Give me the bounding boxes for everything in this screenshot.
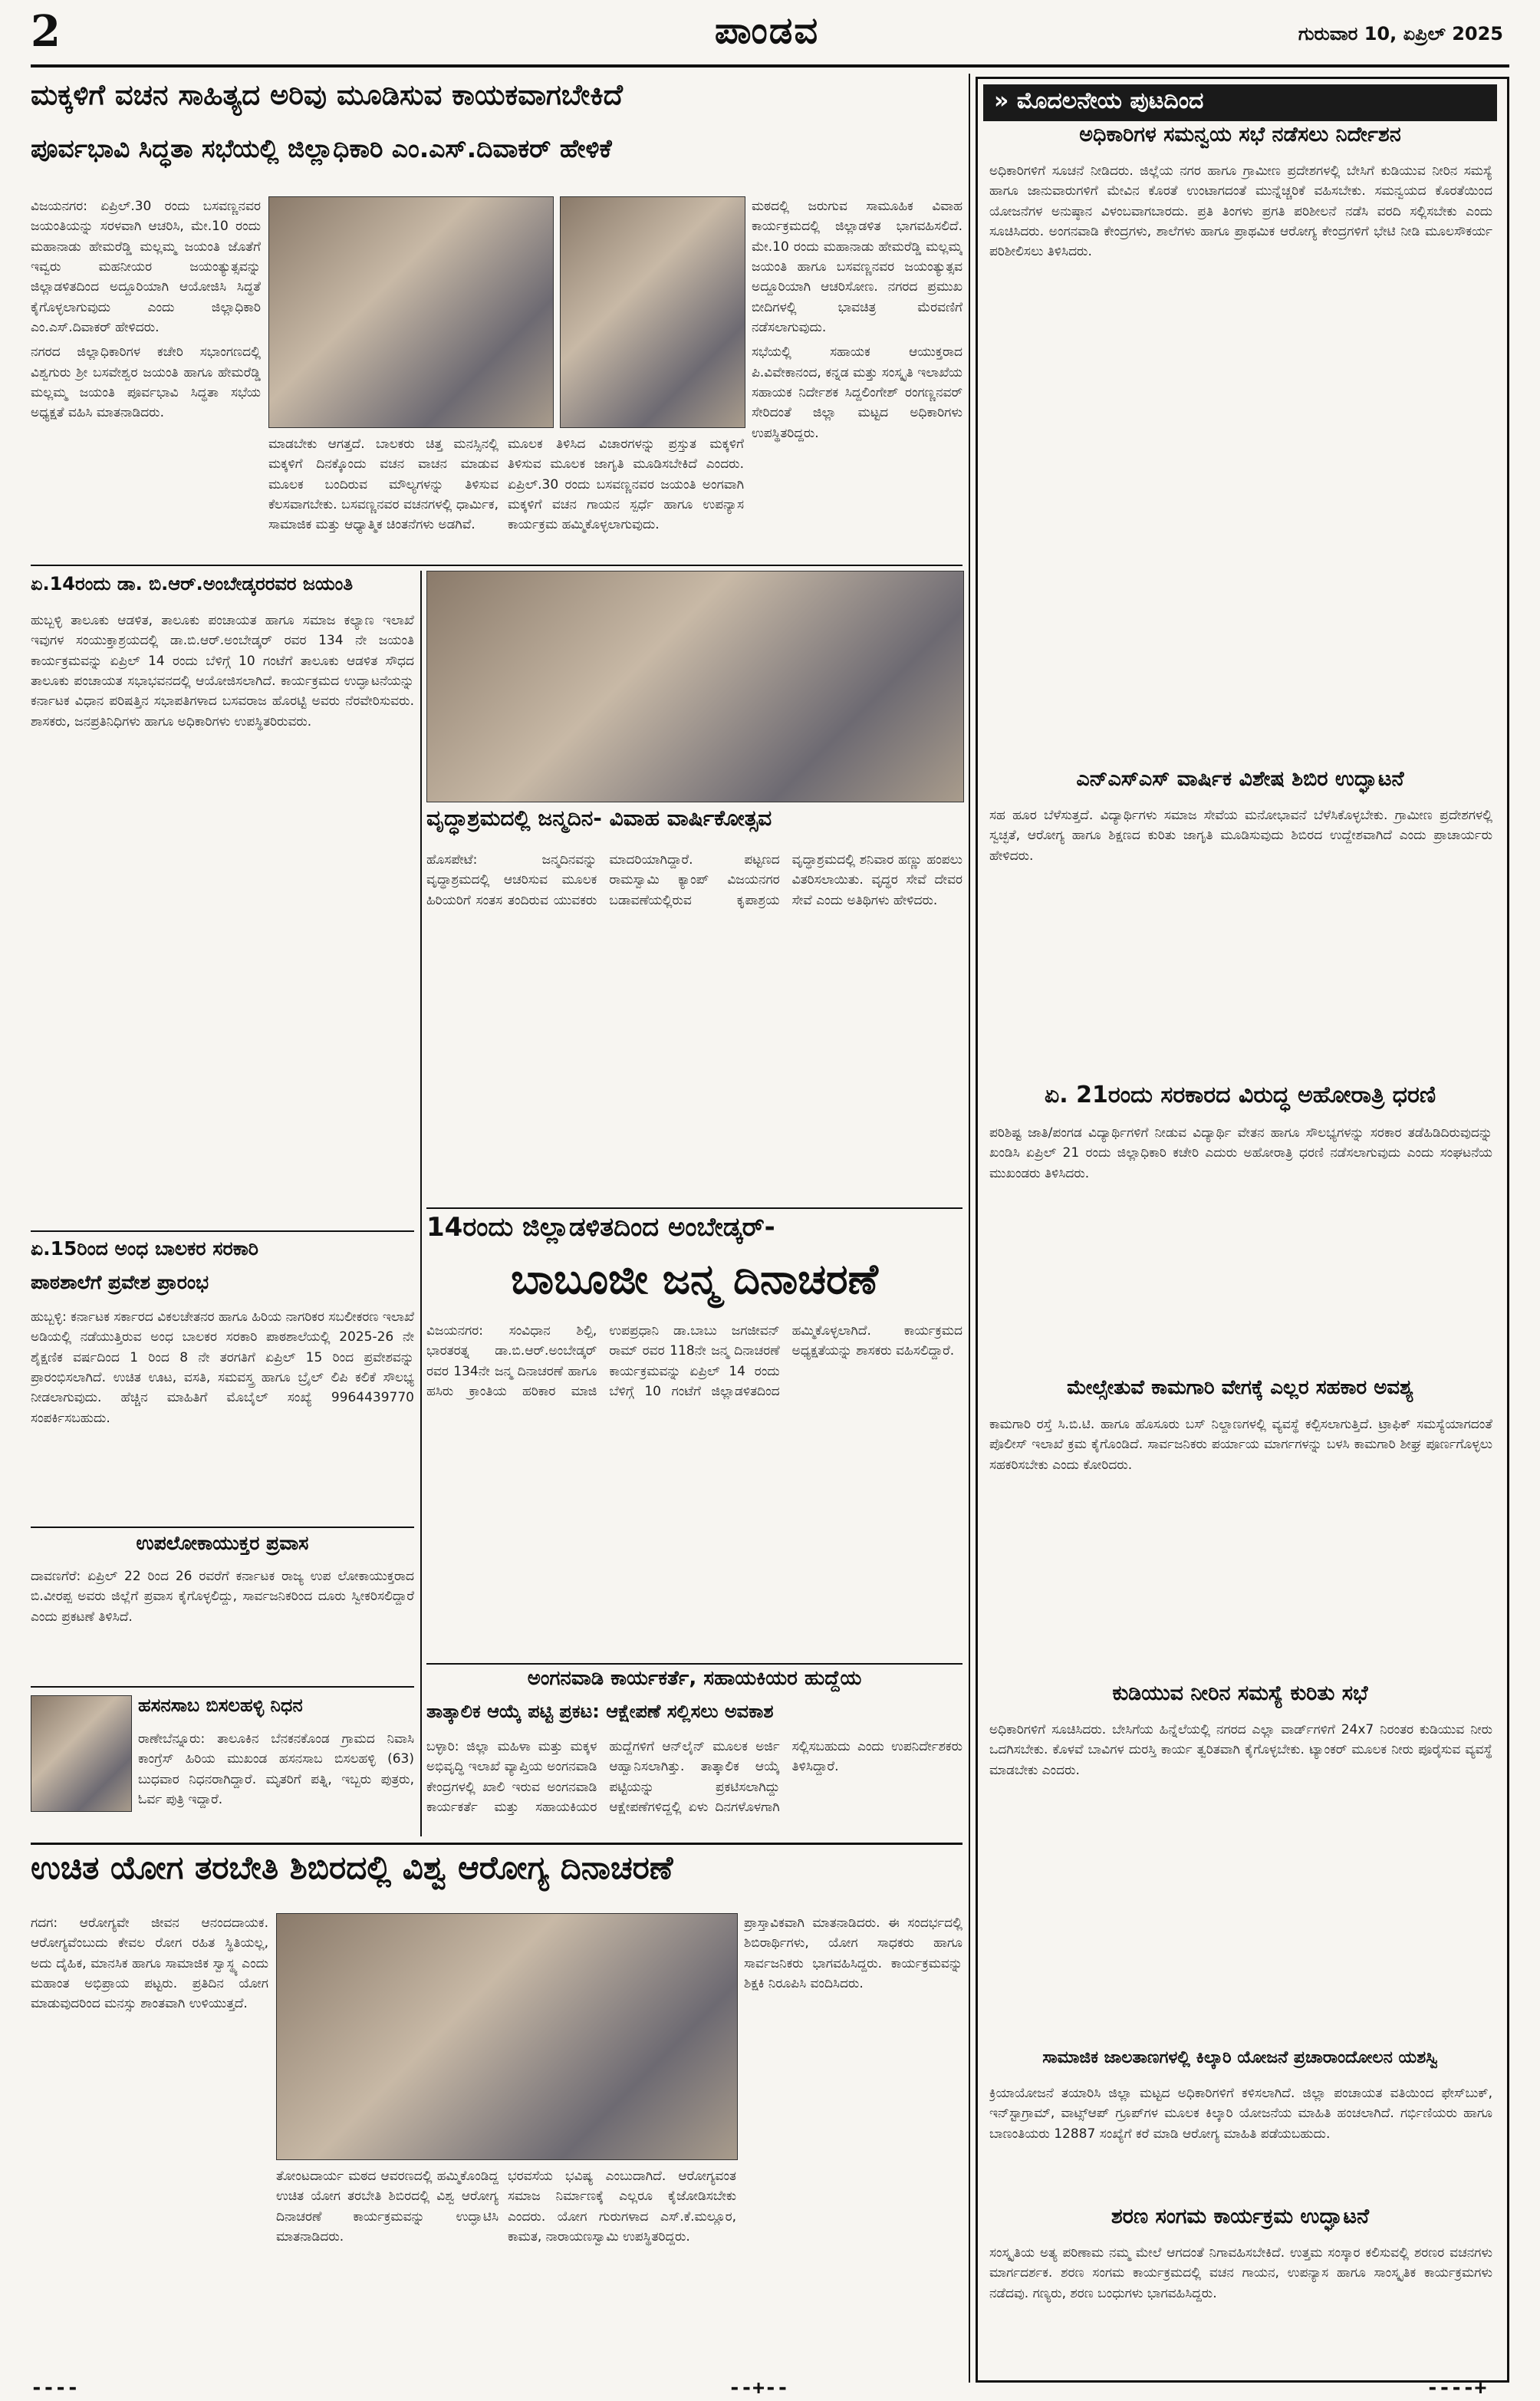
center-rule-2 bbox=[426, 1663, 962, 1665]
lead-col1: ವಿಜಯನಗರ: ಏಪ್ರಿಲ್.30 ರಂದು ಬಸವಣ್ಣನವರ ಜಯಂತಿಯನ್ನು ಸರಳವಾಗಿ ಆಚರಿಸಿ, ಮೇ.10 ರಂದು ಮಹಾನಾಡು ಹೇಮರೆಡ್ಡಿ ಮಲ್ಲಮ್ಮ ಜಯಂತಿ ಜೊತೆಗೆ ಇವ್ವರು ಮಹನೀಯರ ಜಯಂತ್ಯುತ್ಸವನ್ನು ಜಿಲ್ಲಾಡಳಿತದಿಂದ ಅದ್ದೂರಿಯಾಗಿ ಆಯೋಜಿಸಿ ಸಿದ್ಧತೆ ಕೈಗೊಳ್ಳಲಾಗುವುದು ಎಂದು ಜಿಲ್ಲಾಧಿಕಾರಿ ಎಂ.ಎಸ್.ದಿವಾಕರ್ ಹೇಳಿದರು. ನಗರದ ಜಿಲ್ಲಾಧಿಕಾರಿಗಳ ಕಚೇರಿ ಸಭಾಂಗಣದಲ್ಲಿ ವಿಶ್ವಗುರು ಶ್ರೀ ಬಸವೇಶ್ವರ ಜಯಂತಿ ಹಾಗೂ ಹೇಮರೆಡ್ಡಿ ಮಲ್ಲಮ್ಮ ಜಯಂತಿ ಪೂರ್ವಭಾವಿ ಸಿದ್ಧತಾ ಸಭೆಯ ಅಧ್ಯಕ್ಷತೆ ವಹಿಸಿ ಮಾತನಾಡಿದರು. bbox=[31, 199, 261, 421]
ambedkar-jayanti-body: ಹುಬ್ಬಳ್ಳಿ ತಾಲೂಕು ಆಡಳಿತ, ತಾಲೂಕು ಪಂಚಾಯತ ಹಾಗೂ ಸಮಾಜ ಕಲ್ಯಾಣ ಇಲಾಖೆ ಇವುಗಳ ಸಂಯುಕ್ತಾಶ್ರಯದಲ್ಲಿ ಡಾ.ಬಿ.ಆರ್.ಅಂಬೇಡ್ಕರ್ ರವರ 134 ನೇ ಜಯಂತಿ ಕಾರ್ಯಕ್ರಮವನ್ನು ಏಪ್ರಿಲ್ 14 ರಂದು ಬೆಳಿಗ್ಗೆ 10 ಗಂಟೆಗೆ ತಾಲೂಕು ಆಡಳಿತ ಸೌಧದ ತಾಲೂಕು ಪಂಚಾಯತ ಸಭಾಭವನದಲ್ಲಿ ಆಯೋಜಿಸಲಾಗಿದೆ. ಕಾರ್ಯಕ್ರಮದ ಉದ್ಘಾಟನೆಯನ್ನು ಕರ್ನಾಟಕ ವಿಧಾನ ಪರಿಷತ್ತಿನ ಸಭಾಪತಿಗಳಾದ ಬಸವರಾಜ ಹೊರಟ್ಟಿ ಅವರು ನೆರವೇರಿಸುವರು. ಶಾಸಕರು, ಜನಪ್ರತಿನಿಧಿಗಳು ಹಾಗೂ ಅಧಿಕಾರಿಗಳು ಉಪಸ್ಥಿತರಿರುವರು. bbox=[31, 613, 414, 730]
center-rule-1 bbox=[426, 1207, 962, 1209]
obituary-body: ರಾಣೇಬೆನ್ನೂರು: ತಾಲೂಕಿನ ಬೆನಕನಕೊಂಡ ಗ್ರಾಮದ ನಿವಾಸಿ ಕಾಂಗ್ರೆಸ್ ಹಿರಿಯ ಮುಖಂಡ ಹಸನಸಾಬ ಬಿಸಲಹಳ್ಳಿ (63) ಬುಧವಾರ ನಿಧನರಾಗಿದ್ದಾರೆ. ಮೃತರಿಗೆ ಪತ್ನಿ, ಇಬ್ಬರು ಪುತ್ರರು, ಓರ್ವ ಪುತ್ರಿ ಇದ್ದಾರೆ. bbox=[138, 1731, 414, 1808]
anganwadi-subheadline: ತಾತ್ಕಾಲಿಕ ಆಯ್ಕೆ ಪಟ್ಟಿ ಪ್ರಕಟ: ಆಕ್ಷೇಪಣೆ ಸಲ್ಲಿಸಲು ಅವಕಾಶ bbox=[426, 1701, 774, 1722]
blind-school-body: ಹುಬ್ಬಳ್ಳಿ: ಕರ್ನಾಟಕ ಸರ್ಕಾರದ ವಿಕಲಚೇತನರ ಹಾಗೂ ಹಿರಿಯ ನಾಗರಿಕರ ಸಬಲೀಕರಣ ಇಲಾಖೆ ಅಡಿಯಲ್ಲಿ ನಡೆಯುತ್ತಿರುವ ಅಂಧ ಬಾಲಕರ ಸರಕಾರಿ ಪಾಠಶಾಲೆಯಲ್ಲಿ 2025-26 ನೇ ಶೈಕ್ಷಣಿಕ ವರ್ಷದಿಂದ 1 ರಿಂದ 8 ನೇ ತರಗತಿಗೆ ಏಪ್ರಿಲ್ 15 ರಿಂದ ಪ್ರವೇಶವನ್ನು ಪ್ರಾರಂಭಿಸಲಾಗಿದೆ. ಉಚಿತ ಊಟ, ವಸತಿ, ಸಮವಸ್ತ್ರ ಹಾಗೂ ಬ್ರೈಲ್ ಲಿಪಿ ಕಲಿಕೆ ಸೌಲಭ್ಯ ನೀಡಲಾಗುವುದು. ಹೆಚ್ಚಿನ ಮಾಹಿತಿಗೆ ಮೊಬೈಲ್ ಸಂಖ್ಯೆ 9964439770 ಸಂಪರ್ಕಿಸಬಹುದು. bbox=[31, 1309, 414, 1426]
kilkari-body: ಕ್ರಿಯಾಯೋಜನೆ ತಯಾರಿಸಿ ಜಿಲ್ಲಾ ಮಟ್ಟದ ಅಧಿಕಾರಿಗಳಿಗೆ ಕಳಿಸಲಾಗಿದೆ. ಜಿಲ್ಲಾ ಪಂಚಾಯತ ವತಿಯಿಂದ ಫೇಸ್‌ಬುಕ್, ಇನ್‌ಸ್ಟಾಗ್ರಾಮ್, ವಾಟ್ಸ್‌ಆಪ್ ಗ್ರೂಪ್‌ಗಳ ಮೂಲಕ ಕಿಲ್ಕಾರಿ ಯೋಜನೆಯ ಮಾಹಿತಿ ಹಂಚಲಾಗಿದೆ. ಗರ್ಭಿಣಿಯರು ಹಾಗೂ ಬಾಣಂತಿಯರು 12887 ಸಂಖ್ಯೆಗೆ ಕರೆ ಮಾಡಿ ಆರೋಗ್ಯ ಮಾಹಿತಿ ಪಡೆಯಬಹುದು. bbox=[989, 2086, 1492, 2142]
continued-banner: » ಮೊದಲನೇಯ ಪುಟದಿಂದ bbox=[983, 84, 1497, 121]
lokayukta-body: ದಾವಣಗೆರೆ: ಏಪ್ರಿಲ್ 22 ರಿಂದ 26 ರವರೆಗೆ ಕರ್ನಾಟಕ ರಾಜ್ಯ ಉಪ ಲೋಕಾಯುಕ್ತರಾದ ಬಿ.ವೀರಪ್ಪ ಅವರು ಜಿಲ್ಲೆಗೆ ಪ್ರವಾಸ ಕೈಗೊಳ್ಳಲಿದ್ದು, ಸಾರ್ವಜನಿಕರಿಂದ ದೂರು ಸ್ವೀಕರಿಸಲಿದ್ದಾರೆ ಎಂದು ಪ್ರಕಟಣೆ ತಿಳಿಸಿದೆ. bbox=[31, 1569, 414, 1625]
blind-school-subheadline: ಪಾಠಶಾಲೆಗೆ ಪ್ರವೇಶ ಪ್ರಾರಂಭ bbox=[31, 1272, 209, 1293]
protest-headline: ಏ. 21ರಂದು ಸರಕಾರದ ವಿರುದ್ಧ ಅಹೋರಾತ್ರಿ ಧರಣಿ bbox=[1044, 1082, 1436, 1108]
paper-name: ಪಾಂಡವ bbox=[714, 9, 820, 52]
oldage-body: ಹೊಸಪೇಟೆ: ಜನ್ಮದಿನವನ್ನು ವೃದ್ಧಾಶ್ರಮದಲ್ಲಿ ಆಚರಿಸುವ ಮೂಲಕ ಹಿರಿಯರಿಗೆ ಸಂತಸ ತಂದಿರುವ ಯುವಕರು ಮಾದರಿಯಾಗಿದ್ದಾರೆ. ಪಟ್ಟಣದ ರಾಮಸ್ವಾಮಿ ಕ್ಯಾಂಪ್ ವಿಜಯನಗರ ಬಡಾವಣೆಯಲ್ಲಿರುವ ಕೃಪಾಶ್ರಯ ವೃದ್ಧಾಶ್ರಮದಲ್ಲಿ ಶನಿವಾರ ಹಣ್ಣು ಹಂಪಲು ವಿತರಿಸಲಾಯಿತು. ವೃದ್ಧರ ಸೇವೆ ದೇವರ ಸೇವೆ ಎಂದು ಅತಿಥಿಗಳು ಹೇಳಿದರು. bbox=[426, 852, 962, 908]
ambedkar-jayanti-headline: ಏ.14ರಂದು ಡಾ. ಬಿ.ಆರ್.ಅಂಬೇಡ್ಕರರವರ ಜಯಂತಿ bbox=[31, 574, 354, 594]
yoga-col3: ಭರವಸೆಯ ಭವಿಷ್ಯ ಎಂಬುದಾಗಿದೆ. ಆರೋಗ್ಯವಂತ ಸಮಾಜ ನಿರ್ಮಾಣಕ್ಕೆ ಎಲ್ಲರೂ ಕೈಜೋಡಿಸಬೇಕು ಎಂದರು. ಯೋಗ ಗುರುಗಳಾದ ಎಸ್.ಕೆ.ಮಲ್ಲೂರ, ಕಾಮತ, ನಾರಾಯಣಸ್ವಾಮಿ ಉಪಸ್ಥಿತರಿದ್ದರು. bbox=[508, 2169, 736, 2245]
coordination-meeting-body: ಅಧಿಕಾರಿಗಳಿಗೆ ಸೂಚನೆ ನೀಡಿದರು. ಜಿಲ್ಲೆಯ ನಗರ ಹಾಗೂ ಗ್ರಾಮೀಣ ಪ್ರದೇಶಗಳಲ್ಲಿ ಬೇಸಿಗೆ ಕುಡಿಯುವ ನೀರಿನ ಸಮಸ್ಯೆ ಹಾಗೂ ಜಾನುವಾರುಗಳಿಗೆ ಮೇವಿನ ಕೊರತೆ ಉಂಟಾಗದಂತೆ ಮುನ್ನೆಚ್ಚರಿಕೆ ವಹಿಸಬೇಕು. ಸಮನ್ವಯದ ಕೊರತೆಯಿಂದ ಯೋಜನೆಗಳ ಅನುಷ್ಠಾನ ವಿಳಂಬವಾಗಬಾರದು. ಪ್ರತಿ ತಿಂಗಳು ಪ್ರಗತಿ ಪರಿಶೀಲನೆ ನಡೆಸಿ ವರದಿ ಸಲ್ಲಿಸಬೇಕು ಎಂದು ಸೂಚಿಸಿದರು. ಅಂಗನವಾಡಿ ಕೇಂದ್ರಗಳು, ಶಾಲೆಗಳು ಹಾಗೂ ಪ್ರಾಥಮಿಕ ಆರೋಗ್ಯ ಕೇಂದ್ರಗಳಿಗೆ ಭೇಟಿ ನೀಡಿ ಮೂಲಸೌಕರ್ಯ ಪರಿಶೀಲಿಸಲು ತಿಳಿಸಿದರು. bbox=[989, 163, 1492, 260]
coordination-meeting-headline: ಅಧಿಕಾರಿಗಳ ಸಮನ್ವಯ ಸಭೆ ನಡೆಸಲು ನಿರ್ದೇಶನ bbox=[1079, 123, 1401, 147]
protest-body: ಪರಿಶಿಷ್ಟ ಜಾತಿ/ಪಂಗಡ ವಿದ್ಯಾರ್ಥಿಗಳಿಗೆ ನೀಡುವ ವಿದ್ಯಾರ್ಥಿ ವೇತನ ಹಾಗೂ ಸೌಲಭ್ಯಗಳನ್ನು ಸರಕಾರ ತಡೆಹಿಡಿದಿರುವುದನ್ನು ಖಂಡಿಸಿ ಏಪ್ರಿಲ್ 21 ರಂದು ಜಿಲ್ಲಾಧಿಕಾರಿ ಕಚೇರಿ ಎದುರು ಅಹೋರಾತ್ರಿ ಧರಣಿ ನಡೆಸಲಾಗುವುದು ಎಂದು ಸಂಘಟನೆಯ ಮುಖಂಡರು ತಿಳಿಸಿದರು. bbox=[989, 1125, 1492, 1181]
blind-school-headline: ಏ.15ರಿಂದ ಅಂಧ ಬಾಲಕರ ಸರಕಾರಿ bbox=[31, 1238, 258, 1260]
yoga-col4: ಪ್ರಾಸ್ತಾವಿಕವಾಗಿ ಮಾತನಾಡಿದರು. ಈ ಸಂದರ್ಭದಲ್ಲಿ ಶಿಬಿರಾರ್ಥಿಗಳು, ಯೋಗ ಸಾಧಕರು ಹಾಗೂ ಸಾರ್ವಜನಿಕರು ಭಾಗವಹಿಸಿದ್ದರು. ಕಾರ್ಯಕ್ರಮವನ್ನು ಶಿಕ್ಷಕಿ ನಿರೂಪಿಸಿ ವಂದಿಸಿದರು. bbox=[744, 1915, 962, 1992]
anganwadi-body: ಬಳ್ಳಾರಿ: ಜಿಲ್ಲಾ ಮಹಿಳಾ ಮತ್ತು ಮಕ್ಕಳ ಅಭಿವೃದ್ಧಿ ಇಲಾಖೆ ವ್ಯಾಪ್ತಿಯ ಅಂಗನವಾಡಿ ಕೇಂದ್ರಗಳಲ್ಲಿ ಖಾಲಿ ಇರುವ ಅಂಗನವಾಡಿ ಕಾರ್ಯಕರ್ತೆ ಮತ್ತು ಸಹಾಯಕಿಯರ ಹುದ್ದೆಗಳಿಗೆ ಆನ್‌ಲೈನ್ ಮೂಲಕ ಅರ್ಜಿ ಆಹ್ವಾನಿಸಲಾಗಿತ್ತು. ತಾತ್ಕಾಲಿಕ ಆಯ್ಕೆ ಪಟ್ಟಿಯನ್ನು ಪ್ರಕಟಿಸಲಾಗಿದ್ದು ಆಕ್ಷೇಪಣೆಗಳಿದ್ದಲ್ಲಿ ಏಳು ದಿನಗಳೊಳಗಾಗಿ ಸಲ್ಲಿಸಬಹುದು ಎಂದು ಉಪನಿರ್ದೇಶಕರು ತಿಳಿಸಿದ್ದಾರೆ. bbox=[426, 1739, 962, 1816]
footer-center-mark: --+-- bbox=[729, 2376, 789, 2399]
flyover-works-headline: ಮೇಲ್ಸೇತುವೆ ಕಾಮಗಾರಿ ವೇಗಕ್ಕೆ ಎಲ್ಲರ ಸಹಕಾರ ಅವಶ್ಯ bbox=[1067, 1376, 1413, 1399]
flyover-works-body: ಕಾಮಗಾರಿ ರಸ್ತೆ ಸಿ.ಬಿ.ಟಿ. ಹಾಗೂ ಹೊಸೂರು ಬಸ್ ನಿಲ್ದಾಣಗಳಲ್ಲಿ ವ್ಯವಸ್ಥೆ ಕಲ್ಪಿಸಲಾಗುತ್ತಿದೆ. ಟ್ರಾಫಿಕ್ ಸಮಸ್ಯೆಯಾಗದಂತೆ ಪೊಲೀಸ್ ಇಲಾಖೆ ಕ್ರಮ ಕೈಗೊಂಡಿದೆ. ಸಾರ್ವಜನಿಕರು ಪರ್ಯಾಯ ಮಾರ್ಗಗಳನ್ನು ಬಳಸಿ ಕಾಮಗಾರಿ ಶೀಘ್ರ ಪೂರ್ಣಗೊಳ್ಳಲು ಸಹಕರಿಸಬೇಕು ಎಂದು ಕೋರಿದರು. bbox=[989, 1417, 1492, 1473]
babuji-subheadline: ಬಾಬೂಜೀ ಜನ್ಮ ದಿನಾಚರಣೆ bbox=[511, 1256, 878, 1303]
lead-bottom-rule bbox=[31, 565, 962, 566]
yoga-col2: ತೋಂಟದಾರ್ಯ ಮಠದ ಆವರಣದಲ್ಲಿ ಹಮ್ಮಿಕೊಂಡಿದ್ದ ಉಚಿತ ಯೋಗ ತರಬೇತಿ ಶಿಬಿರದಲ್ಲಿ ವಿಶ್ವ ಆರೋಗ್ಯ ದಿನಾಚರಣೆ ಕಾರ್ಯಕ್ರಮವನ್ನು ಉದ್ಘಾಟಿಸಿ ಮಾತನಾಡಿದರು. bbox=[276, 2169, 499, 2245]
obituary-photo bbox=[31, 1695, 132, 1812]
yoga-event-photo bbox=[276, 1913, 738, 2160]
lead-photo-collector bbox=[268, 196, 554, 428]
lead-col2: ಮಾಡಬೇಕು ಆಗತ್ತದೆ. ಬಾಲಕರು ಚಿತ್ತ ಮನಸ್ಸಿನಲ್ಲಿ ಮಕ್ಕಳಿಗೆ ದಿನಕ್ಕೊಂದು ವಚನ ವಾಚನ ಮಾಡುವ ಮೂಲಕ ಬಂದಿರುವ ಮೌಲ್ಯಗಳನ್ನು ತಿಳಿಸುವ ಕೆಲಸವಾಗಬೇಕು. ಬಸವಣ್ಣನವರ ವಚನಗಳಲ್ಲಿ ಧಾರ್ಮಿಕ, ಸಾಮಾಜಿಕ ಮತ್ತು ಆಧ್ಯಾತ್ಮಿಕ ಚಿಂತನೆಗಳು ಅಡಗಿವೆ. bbox=[268, 436, 499, 533]
left-story-rule-1 bbox=[31, 1230, 414, 1232]
issue-date: ಗುರುವಾರ 10, ಏಪ್ರಿಲ್ 2025 bbox=[1298, 23, 1503, 44]
obituary-headline: ಹಸನಸಾಬ ಬಿಸಲಹಳ್ಳಿ ನಿಧನ bbox=[138, 1695, 303, 1716]
left-story-rule-2 bbox=[31, 1527, 414, 1528]
water-meeting-headline: ಕುಡಿಯುವ ನೀರಿನ ಸಮಸ್ಯೆ ಕುರಿತು ಸಭೆ bbox=[1112, 1681, 1368, 1705]
footer-left-mark: ---- bbox=[31, 2376, 79, 2399]
page-number: 2 bbox=[31, 6, 61, 57]
left-story-rule-3 bbox=[31, 1686, 414, 1688]
babuji-body: ವಿಜಯನಗರ: ಸಂವಿಧಾನ ಶಿಲ್ಪಿ, ಭಾರತರತ್ನ ಡಾ.ಬಿ.ಆರ್.ಅಂಬೇಡ್ಕರ್ ರವರ 134ನೇ ಜನ್ಮ ದಿನಾಚರಣೆ ಹಾಗೂ ಹಸಿರು ಕ್ರಾಂತಿಯ ಹರಿಕಾರ ಮಾಜಿ ಉಪಪ್ರಧಾನಿ ಡಾ.ಬಾಬು ಜಗಜೀವನ್ ರಾಮ್ ರವರ 118ನೇ ಜನ್ಮ ದಿನಾಚರಣೆ ಕಾರ್ಯಕ್ರಮವನ್ನು ಏಪ್ರಿಲ್ 14 ರಂದು ಬೆಳಿಗ್ಗೆ 10 ಗಂಟೆಗೆ ಜಿಲ್ಲಾಡಳಿತದಿಂದ ಹಮ್ಮಿಕೊಳ್ಳಲಾಗಿದೆ. ಕಾರ್ಯಕ್ರಮದ ಅಧ್ಯಕ್ಷತೆಯನ್ನು ಶಾಸಕರು ವಹಿಸಲಿದ್ದಾರೆ. bbox=[426, 1323, 962, 1400]
lokayukta-headline: ಉಪಲೋಕಾಯುಕ್ತರ ಪ್ರವಾಸ bbox=[136, 1533, 309, 1554]
kilkari-headline: ಸಾಮಾಜಿಕ ಜಾಲತಾಣಗಳಲ್ಲಿ ಕಿಲ್ಕಾರಿ ಯೋಜನೆ ಪ್ರಚಾರಾಂದೋಲನ ಯಶಸ್ವಿ bbox=[1042, 2048, 1438, 2067]
yoga-headline: ಉಚಿತ ಯೋಗ ತರಬೇತಿ ಶಿಬಿರದಲ್ಲಿ ವಿಶ್ವ ಆರೋಗ್ಯ ದಿನಾಚರಣೆ bbox=[31, 1850, 673, 1886]
lead-subheadline: ಪೂರ್ವಭಾವಿ ಸಿದ್ಧತಾ ಸಭೆಯಲ್ಲಿ ಜಿಲ್ಲಾಧಿಕಾರಿ ಎಂ.ಎಸ್.ದಿವಾಕರ್ ಹೇಳಿಕೆ bbox=[31, 135, 612, 163]
lead-col4: ಮಠದಲ್ಲಿ ಜರುಗುವ ಸಾಮೂಹಿಕ ವಿವಾಹ ಕಾರ್ಯಕ್ರಮದಲ್ಲಿ ಜಿಲ್ಲಾಡಳಿತ ಭಾಗವಹಿಸಲಿದೆ. ಮೇ.10 ರಂದು ಮಹಾನಾಡು ಹೇಮರೆಡ್ಡಿ ಮಲ್ಲಮ್ಮ ಜಯಂತಿ ಹಾಗೂ ಬಸವಣ್ಣನವರ ಜಯಂತ್ಯುತ್ಸವ ಅದ್ದೂರಿಯಾಗಿ ಆಚರಿಸೋಣ. ನಗರದ ಪ್ರಮುಖ ಬೀದಿಗಳಲ್ಲಿ ಭಾವಚಿತ್ರ ಮೆರವಣಿಗೆ ನಡೆಸಲಾಗುವುದು. ಸಭೆಯಲ್ಲಿ ಸಹಾಯಕ ಆಯುಕ್ತರಾದ ಪಿ.ವಿವೇಕಾನಂದ, ಕನ್ನಡ ಮತ್ತು ಸಂಸ್ಕೃತಿ ಇಲಾಖೆಯ ಸಹಾಯಕ ನಿರ್ದೇಶಕ ಸಿದ್ದಲಿಂಗೇಶ್ ರಂಗಣ್ಣನವರ್ ಸೇರಿದಂತೆ ಜಿಲ್ಲಾ ಮಟ್ಟದ ಅಧಿಕಾರಿಗಳು ಉಪಸ್ಥಿತರಿದ್ದರು. bbox=[752, 199, 962, 441]
oldage-home-photo bbox=[426, 571, 964, 802]
nss-camp-body: ಸಹ ಹೂರ ಬೆಳೆಸುತ್ತದೆ. ವಿದ್ಯಾರ್ಥಿಗಳು ಸಮಾಜ ಸೇವೆಯ ಮನೋಭಾವನೆ ಬೆಳೆಸಿಕೊಳ್ಳಬೇಕು. ಗ್ರಾಮೀಣ ಪ್ರದೇಶಗಳಲ್ಲಿ ಸ್ವಚ್ಛತೆ, ಆರೋಗ್ಯ ಹಾಗೂ ಶಿಕ್ಷಣದ ಕುರಿತು ಜಾಗೃತಿ ಮೂಡಿಸುವುದು ಶಿಬಿರದ ಉದ್ದೇಶವಾಗಿದೆ ಎಂದು ಪ್ರಾಚಾರ್ಯರು ಹೇಳಿದರು. bbox=[989, 808, 1492, 864]
sharana-sangama-body: ಸಂಸ್ಕೃತಿಯ ಅತ್ಯ ಪರಿಣಾಮ ನಮ್ಮ ಮೇಲೆ ಆಗದಂತೆ ನಿಗಾವಹಿಸಬೇಕಿದೆ. ಉತ್ತಮ ಸಂಸ್ಕಾರ ಕಲಿಸುವಲ್ಲಿ ಶರಣರ ವಚನಗಳು ಮಾರ್ಗದರ್ಶಕ. ಶರಣ ಸಂಗಮ ಕಾರ್ಯಕ್ರಮದಲ್ಲಿ ವಚನ ಗಾಯನ, ಉಪನ್ಯಾಸ ಹಾಗೂ ಸಾಂಸ್ಕೃತಿಕ ಕಾರ್ಯಕ್ರಮಗಳು ನಡೆದವು. ಗಣ್ಯರು, ಶರಣ ಬಂಧುಗಳು ಭಾಗವಹಿಸಿದ್ದರು. bbox=[989, 2245, 1492, 2301]
header-rule bbox=[31, 64, 1509, 68]
babuji-headline: 14ರಂದು ಜಿಲ್ಲಾಡಳಿತದಿಂದ ಅಂಬೇಡ್ಕರ್- bbox=[426, 1214, 775, 1243]
footer-right-mark: ----+ bbox=[1426, 2376, 1487, 2399]
nss-camp-headline: ಎನ್ಎಸ್ಎಸ್ ವಾರ್ಷಿಕ ವಿಶೇಷ ಶಿಬಿರ ಉದ್ಘಾಟನೆ bbox=[1076, 767, 1404, 791]
sharana-sangama-headline: ಶರಣ ಸಂಗಮ ಕಾರ್ಯಕ್ರಮ ಉದ್ಘಾಟನೆ bbox=[1111, 2205, 1370, 2228]
lead-photo-officer bbox=[560, 196, 745, 428]
center-left-divider bbox=[420, 571, 422, 1836]
lead-headline: ಮಕ್ಕಳಿಗೆ ವಚನ ಸಾಹಿತ್ಯದ ಅರಿವು ಮೂಡಿಸುವ ಕಾಯಕವಾಗಬೇಕಿದೆ bbox=[31, 80, 624, 111]
oldage-headline: ವೃದ್ಧಾಶ್ರಮದಲ್ಲಿ ಜನ್ಮದಿನ- ವಿವಾಹ ವಾರ್ಷಿಕೋತ್ಸವ bbox=[426, 807, 772, 831]
water-meeting-body: ಅಧಿಕಾರಿಗಳಿಗೆ ಸೂಚಿಸಿದರು. ಬೇಸಿಗೆಯ ಹಿನ್ನೆಲೆಯಲ್ಲಿ ನಗರದ ಎಲ್ಲಾ ವಾರ್ಡ್‌ಗಳಿಗೆ 24x7 ನಿರಂತರ ಕುಡಿಯುವ ನೀರು ಒದಗಿಸಬೇಕು. ಕೊಳವೆ ಬಾವಿಗಳ ದುರಸ್ತಿ ಕಾರ್ಯ ತ್ವರಿತವಾಗಿ ಕೈಗೊಳ್ಳಬೇಕು. ಟ್ಯಾಂಕರ್ ಮೂಲಕ ನೀರು ಪೂರೈಸುವ ವ್ಯವಸ್ಥೆ ಮಾಡಬೇಕು ಎಂದರು. bbox=[989, 1722, 1492, 1778]
yoga-top-rule bbox=[31, 1843, 962, 1845]
anganwadi-headline: ಅಂಗನವಾಡಿ ಕಾರ್ಯಕರ್ತೆ, ಸಹಾಯಕಿಯರ ಹುದ್ದೆಯ bbox=[527, 1668, 862, 1690]
right-column-divider bbox=[969, 74, 970, 2383]
lead-col3: ಮೂಲಕ ತಿಳಿಸಿದ ವಿಚಾರಗಳನ್ನು ಪ್ರಸ್ತುತ ಮಕ್ಕಳಿಗೆ ತಿಳಿಸುವ ಮೂಲಕ ಜಾಗೃತಿ ಮೂಡಿಸಬೇಕಿದೆ ಎಂದರು. ಏಪ್ರಿಲ್.30 ರಂದು ಬಸವಣ್ಣನವರ ಜಯಂತಿ ಅಂಗವಾಗಿ ಮಕ್ಕಳಿಗೆ ವಚನ ಗಾಯನ ಸ್ಪರ್ಧೆ ಹಾಗೂ ಉಪನ್ಯಾಸ ಕಾರ್ಯಕ್ರಮ ಹಮ್ಮಿಕೊಳ್ಳಲಾಗುವುದು. bbox=[508, 436, 744, 533]
yoga-col1: ಗದಗ: ಆರೋಗ್ಯವೇ ಜೀವನ ಆನಂದದಾಯಕ. ಆರೋಗ್ಯವೆಂಬುದು ಕೇವಲ ರೋಗ ರಹಿತ ಸ್ಥಿತಿಯಲ್ಲ, ಅದು ದೈಹಿಕ, ಮಾನಸಿಕ ಹಾಗೂ ಸಾಮಾಜಿಕ ಸ್ವಾಸ್ಥ್ಯ ಎಂದು ಮಹಾಂತ ಅಭಿಪ್ರಾಯ ಪಟ್ಟರು. ಪ್ರತಿದಿನ ಯೋಗ ಮಾಡುವುದರಿಂದ ಮನಸ್ಸು ಶಾಂತವಾಗಿ ಉಳಿಯುತ್ತದೆ. bbox=[31, 1915, 268, 2012]
